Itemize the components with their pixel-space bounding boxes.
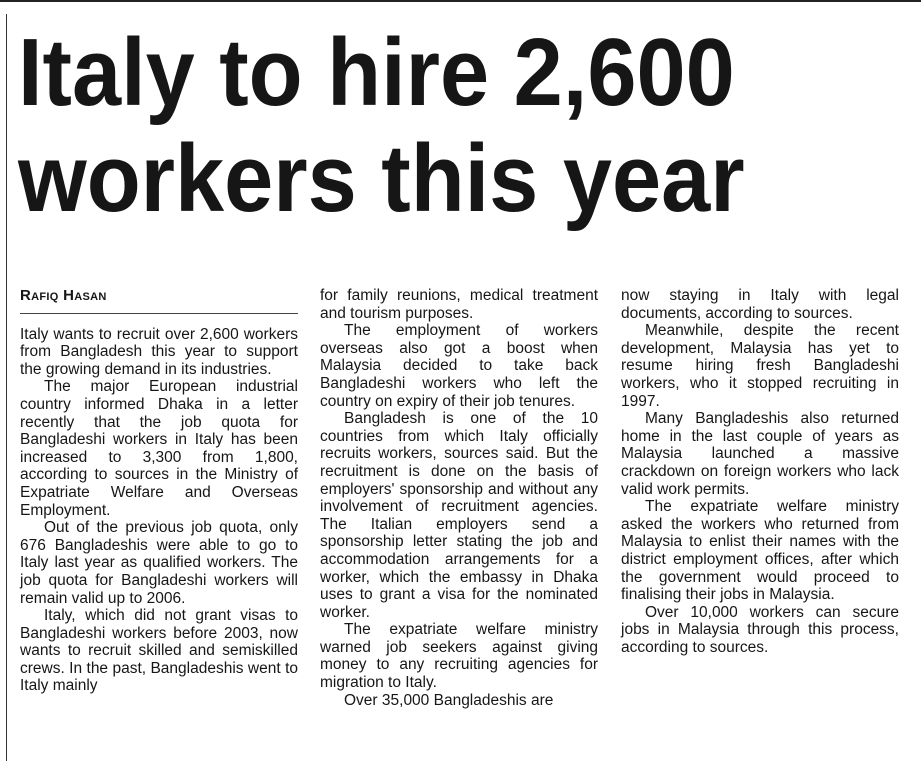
paragraph: The expatriate welfare ministry asked the workers who returned from Malaysia to enlist their names with the district employment offices, after which the government would proceed to finalising their jobs in Malaysia. — [621, 498, 899, 604]
left-column-rule — [6, 14, 7, 761]
paragraph: for family reunions, medical treatment and tourism purposes. — [320, 287, 598, 322]
column-2 — [320, 287, 598, 709]
paragraph: The expatriate welfare ministry warned job seekers against giving money to any recruiting agencies for migration to Italy. — [320, 621, 598, 692]
top-rule — [0, 0, 921, 2]
paragraph: now staying in Italy with legal documents, according to sources. — [621, 287, 899, 322]
paragraph: The employment of workers overseas also got a boost when Malaysia decided to take back Bangladeshi workers who left the country on expiry of their job tenures. — [320, 322, 598, 410]
column-1 — [20, 287, 298, 695]
paragraph: The major European industrial country informed Dhaka in a letter recently that the job quota for Bangladeshi workers in Italy has been increased to 3,300 from 1,800, according to sources in the Ministry of Expatriate Welfare and Overseas Employment. — [20, 378, 298, 519]
paragraph: Over 35,000 Bangladeshis are — [344, 691, 554, 709]
paragraph: Many Bangladeshis also returned home in the last couple of years as Malaysia launched a massive crackdown on foreign workers who lack valid work permits. — [621, 410, 899, 498]
paragraph: Out of the previous job quota, only 676 Bangladeshis were able to go to Italy last year as qualified workers. The job quota for Bangladeshi workers will remain valid up to 2006. — [20, 519, 298, 607]
paragraph: Italy, which did not grant visas to Bangladeshi workers before 2003, now wants to recruit skilled and semiskilled crews. In the past, Bangladeshis went to Italy mainly — [20, 607, 298, 695]
paragraph: Meanwhile, despite the recent development, Malaysia has yet to resume hiring fresh Bangladeshi workers, who it stopped recruiting in 1997. — [621, 322, 899, 410]
paragraph: Bangladesh is one of the 10 countries from which Italy officially recruits workers, sources said. But the recruitment is done on the basis of employers' sponsorship and without any involvement of recruitment agencies. The Italian employers send a sponsorship letter stating the job and accommodation arrangements for a worker, which the embassy in Dhaka uses to grant a visa for the nominated worker. — [320, 410, 598, 621]
column-3 — [621, 287, 899, 656]
headline — [18, 20, 837, 232]
paragraph: Italy wants to recruit over 2,600 workers from Bangladesh this year to support the growing demand in its industries. — [20, 325, 298, 378]
paragraph: Over 10,000 workers can secure jobs in Malaysia through this process, according to sources. — [621, 603, 899, 656]
headline-line-1: Italy to hire 2,600 — [18, 19, 735, 126]
byline: Rafiq Hasan — [20, 287, 298, 314]
headline-line-2: workers this year — [18, 125, 745, 232]
